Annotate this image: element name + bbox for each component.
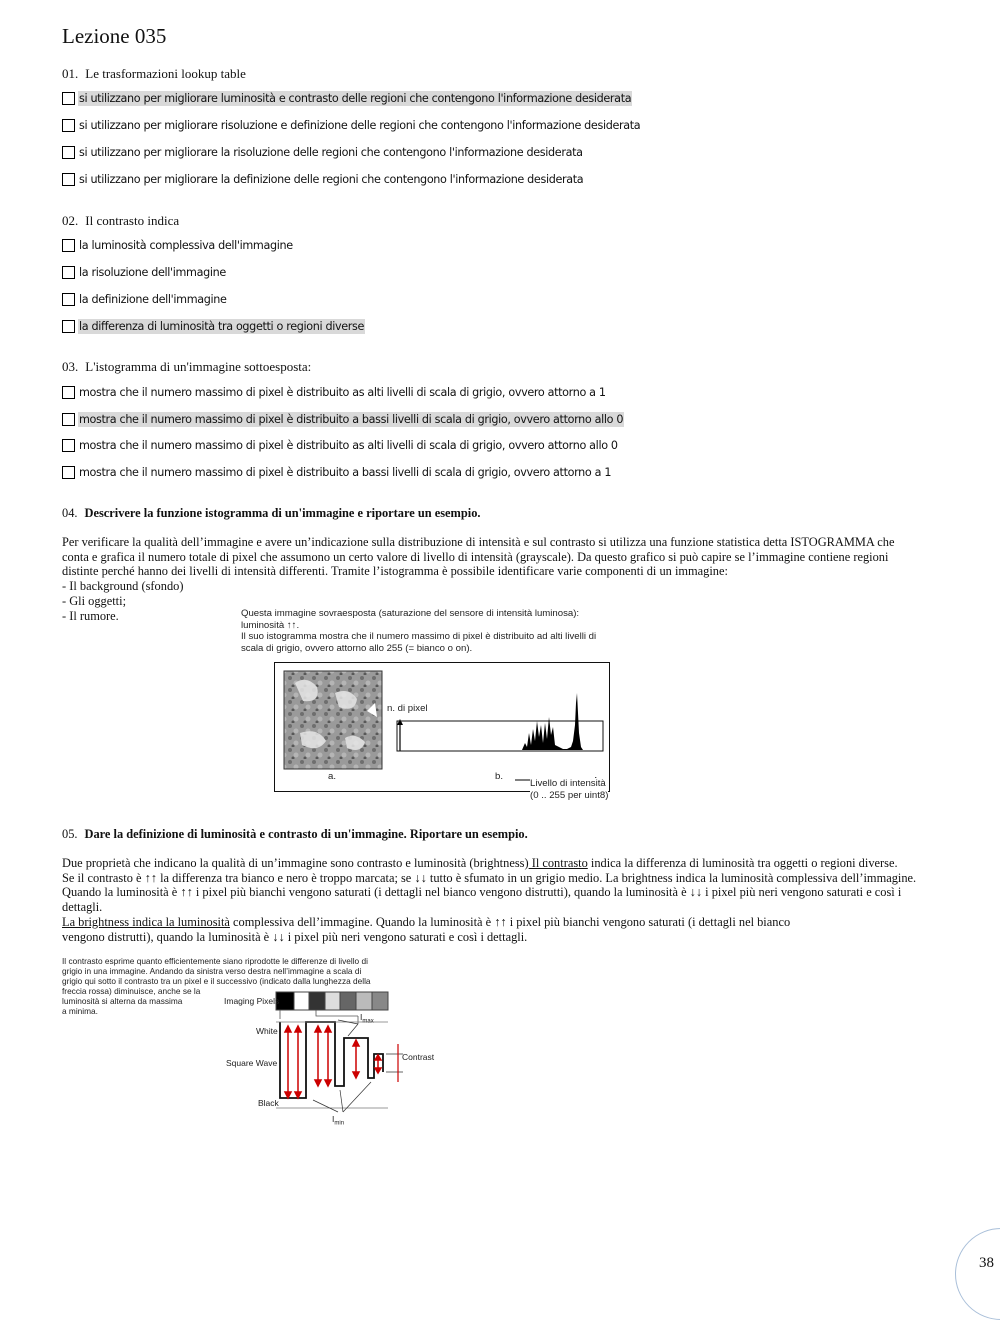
checkbox[interactable] [62,439,75,452]
imaging-pixels-label: Imaging Pixels [224,996,280,1006]
question-text: Le trasformazioni lookup table [85,66,246,81]
checkbox[interactable] [62,293,75,306]
pixel-2 [294,992,309,1010]
pixel-6 [356,992,372,1010]
answer-line: Due proprietà che indicano la qualità di un’immagine sono contrasto e luminosità (brightness) Il contrasto indica la differenza di luminosità tra oggetti o regioni diverse. [62,856,898,870]
option-text: la risoluzione dell'immagine [79,266,226,279]
answer-line: La brightness indica la luminosità complessiva dell’immagine. Quando la luminosità è ↑↑ i pixel più bianchi vengono saturati (i dettagli nel bianco [62,914,791,929]
histogram-figure [274,662,610,792]
checkbox[interactable] [62,119,75,132]
imin-pointer [313,1100,338,1112]
question-05 [62,827,528,842]
answer-line: - Il rumore. [62,608,119,623]
option-text: si utilizzano per migliorare luminosità e contrasto delle regioni che contengono l'informazione desiderata [79,92,632,105]
contrast-label: Contrast [402,1052,435,1062]
option-02-d[interactable] [62,318,365,335]
option-text: la differenza di luminosità tra oggetti o regioni diverse [79,320,365,333]
option-03-c[interactable] [62,437,619,454]
imin-pointer [340,1090,343,1112]
question-04 [62,506,481,521]
answer-05 [62,856,962,944]
imax-pointer [348,1024,358,1036]
checkbox[interactable] [62,266,75,279]
answer-line: Per verificare la qualità dell’immagine e avere un’indicazione sulla distribuzione di intensità e sul contrasto si utilizza una funzione statistica detta ISTOGRAMMA che [62,535,895,549]
page-number: 38 [979,1255,994,1271]
checkbox[interactable] [62,146,75,159]
label-b: b. [495,771,504,782]
pixel-7 [372,992,388,1010]
square-wave-label: Square Wave [226,1058,278,1068]
answer-line: vengono distrutti), quando la luminosità è ↓↓ i pixel più neri vengono saturati e così i dettagli. [62,929,528,944]
answer-line: - Gli oggetti; [62,593,127,608]
pixel-5 [340,992,356,1010]
checkbox[interactable] [62,320,75,333]
option-01-c[interactable] [62,144,584,161]
y-arrowhead [397,719,403,725]
imin-pointer [343,1082,371,1112]
answer-line: Se il contrasto è ↑↑ la differenza tra bianco e nero è troppo marcata; se ↓↓ tutto è sfumato in un grigio medio. La brightness indica la luminosità complessiva dell’immagine. [62,870,917,885]
option-01-d[interactable] [62,171,584,188]
label-a: a. [328,771,337,782]
question-03 [62,359,311,375]
question-02 [62,213,179,229]
option-text: la luminosità complessiva dell'immagine [79,239,293,252]
option-text: mostra che il numero massimo di pixel è distribuito a bassi livelli di scala di grigio, ovvero attorno allo 0 [79,413,624,426]
checkbox[interactable] [62,239,75,252]
checkbox[interactable] [62,466,75,479]
question-text: Il contrasto indica [85,213,180,228]
checkbox[interactable] [62,173,75,186]
option-text: mostra che il numero massimo di pixel è distribuito as alti livelli di scala di grigio, ovvero attorno a 1 [79,386,606,399]
answer-line: conta e grafica il numero totale di pixel che assumono un certo valore di livello di intensità (grayscale). Da questo grafico si può capire se l’immagine contiene regioni [62,549,889,564]
x-axis-label: Livello di intensità (0 .. 255 per uint8) [530,778,609,801]
question-text: Dare la definizione di luminosità e contrasto di un'immagine. Riportare un esempio. [84,827,528,841]
option-text: la definizione dell'immagine [79,293,227,306]
checkbox[interactable] [62,386,75,399]
option-text: mostra che il numero massimo di pixel è distribuito a bassi livelli di scala di grigio, ovvero attorno a 1 [79,466,612,479]
white-label: White [256,1026,278,1036]
option-01-a[interactable] [62,90,632,107]
square-wave [280,1022,383,1098]
option-03-d[interactable] [62,464,612,481]
question-number: 03. [62,359,79,374]
y-axis-label: n. di pixel [387,703,428,714]
imax-label: $I_{max}$ [360,1012,374,1025]
answer-line: - Il background (sfondo) [62,579,184,594]
answer-line: dettagli. [62,900,103,915]
option-text: si utilizzano per migliorare risoluzione e definizione delle regioni che contengono l'informazione desiderata [79,119,641,132]
question-number: 04. [62,506,78,520]
answer-line: Quando la luminosità è ↑↑ i pixel più bianchi vengono saturati (i dettagli nel bianco vengono distrutti), quando la luminosità è ↓↓ i pixel più neri vengono saturati e così i [62,885,902,900]
guide-line [316,1010,358,1016]
black-label: Black [258,1098,279,1108]
question-number: 01. [62,66,79,81]
checkbox[interactable] [62,92,75,105]
option-02-a[interactable] [62,237,294,254]
page-corner-decoration [955,1228,1000,1320]
histogram-caption: Questa immagine sovraesposta (saturazione del sensore di intensità luminosa): luminosità ↑↑. Il suo istogramma mostra che il numero massimo di pixel è distribuito ad alti livelli di scala di grigio, ovvero attorno allo 255 (= bianco o on). [241,608,597,654]
option-text: si utilizzano per migliorare la risoluzione delle regioni che contengono l'informazione desiderata [79,146,583,159]
option-text: si utilizzano per migliorare la definizione delle regioni che contengono l'informazione desiderata [79,173,584,186]
option-02-b[interactable] [62,264,227,281]
question-text: L'istogramma di un'immagine sottoesposta: [85,359,312,374]
pixel-3 [309,992,325,1010]
question-number: 02. [62,213,79,228]
question-text: Descrivere la funzione istogramma di un'immagine e riportare un esempio. [84,506,481,520]
question-01 [62,66,246,82]
question-number: 05. [62,827,78,841]
checkbox[interactable] [62,413,75,426]
pixel-4 [325,992,340,1010]
answer-line: distinte perché hanno dei livelli di intensità differenti. Tramite l’istogramma è possibile identificare varie componenti di un immagine: [62,564,728,579]
option-text: mostra che il numero massimo di pixel è distribuito as alti livelli di scala di grigio, ovvero attorno allo 0 [79,439,618,452]
option-01-b[interactable] [62,117,641,134]
contrast-figure [218,986,433,1131]
page-title: Lezione 035 [62,24,167,48]
option-03-b[interactable] [62,411,624,428]
option-03-a[interactable] [62,384,607,401]
histogram-figure-svg [275,663,609,791]
contrast-caption: Il contrasto esprime quanto efficientemente siano riprodotte le differenze di livello di grigio in una immagine. Andando da sinistra verso destra nell’immagine a scala di grigio qui sotto il contrasto tra un pixel e il successivo (indicato dalla lunghezza della freccia rossa) diminuisce, anche se la luminosità si alterna da massima a minima. [62,956,371,1016]
imin-label: $I_{min}$ [332,1114,345,1127]
option-02-c[interactable] [62,291,228,308]
